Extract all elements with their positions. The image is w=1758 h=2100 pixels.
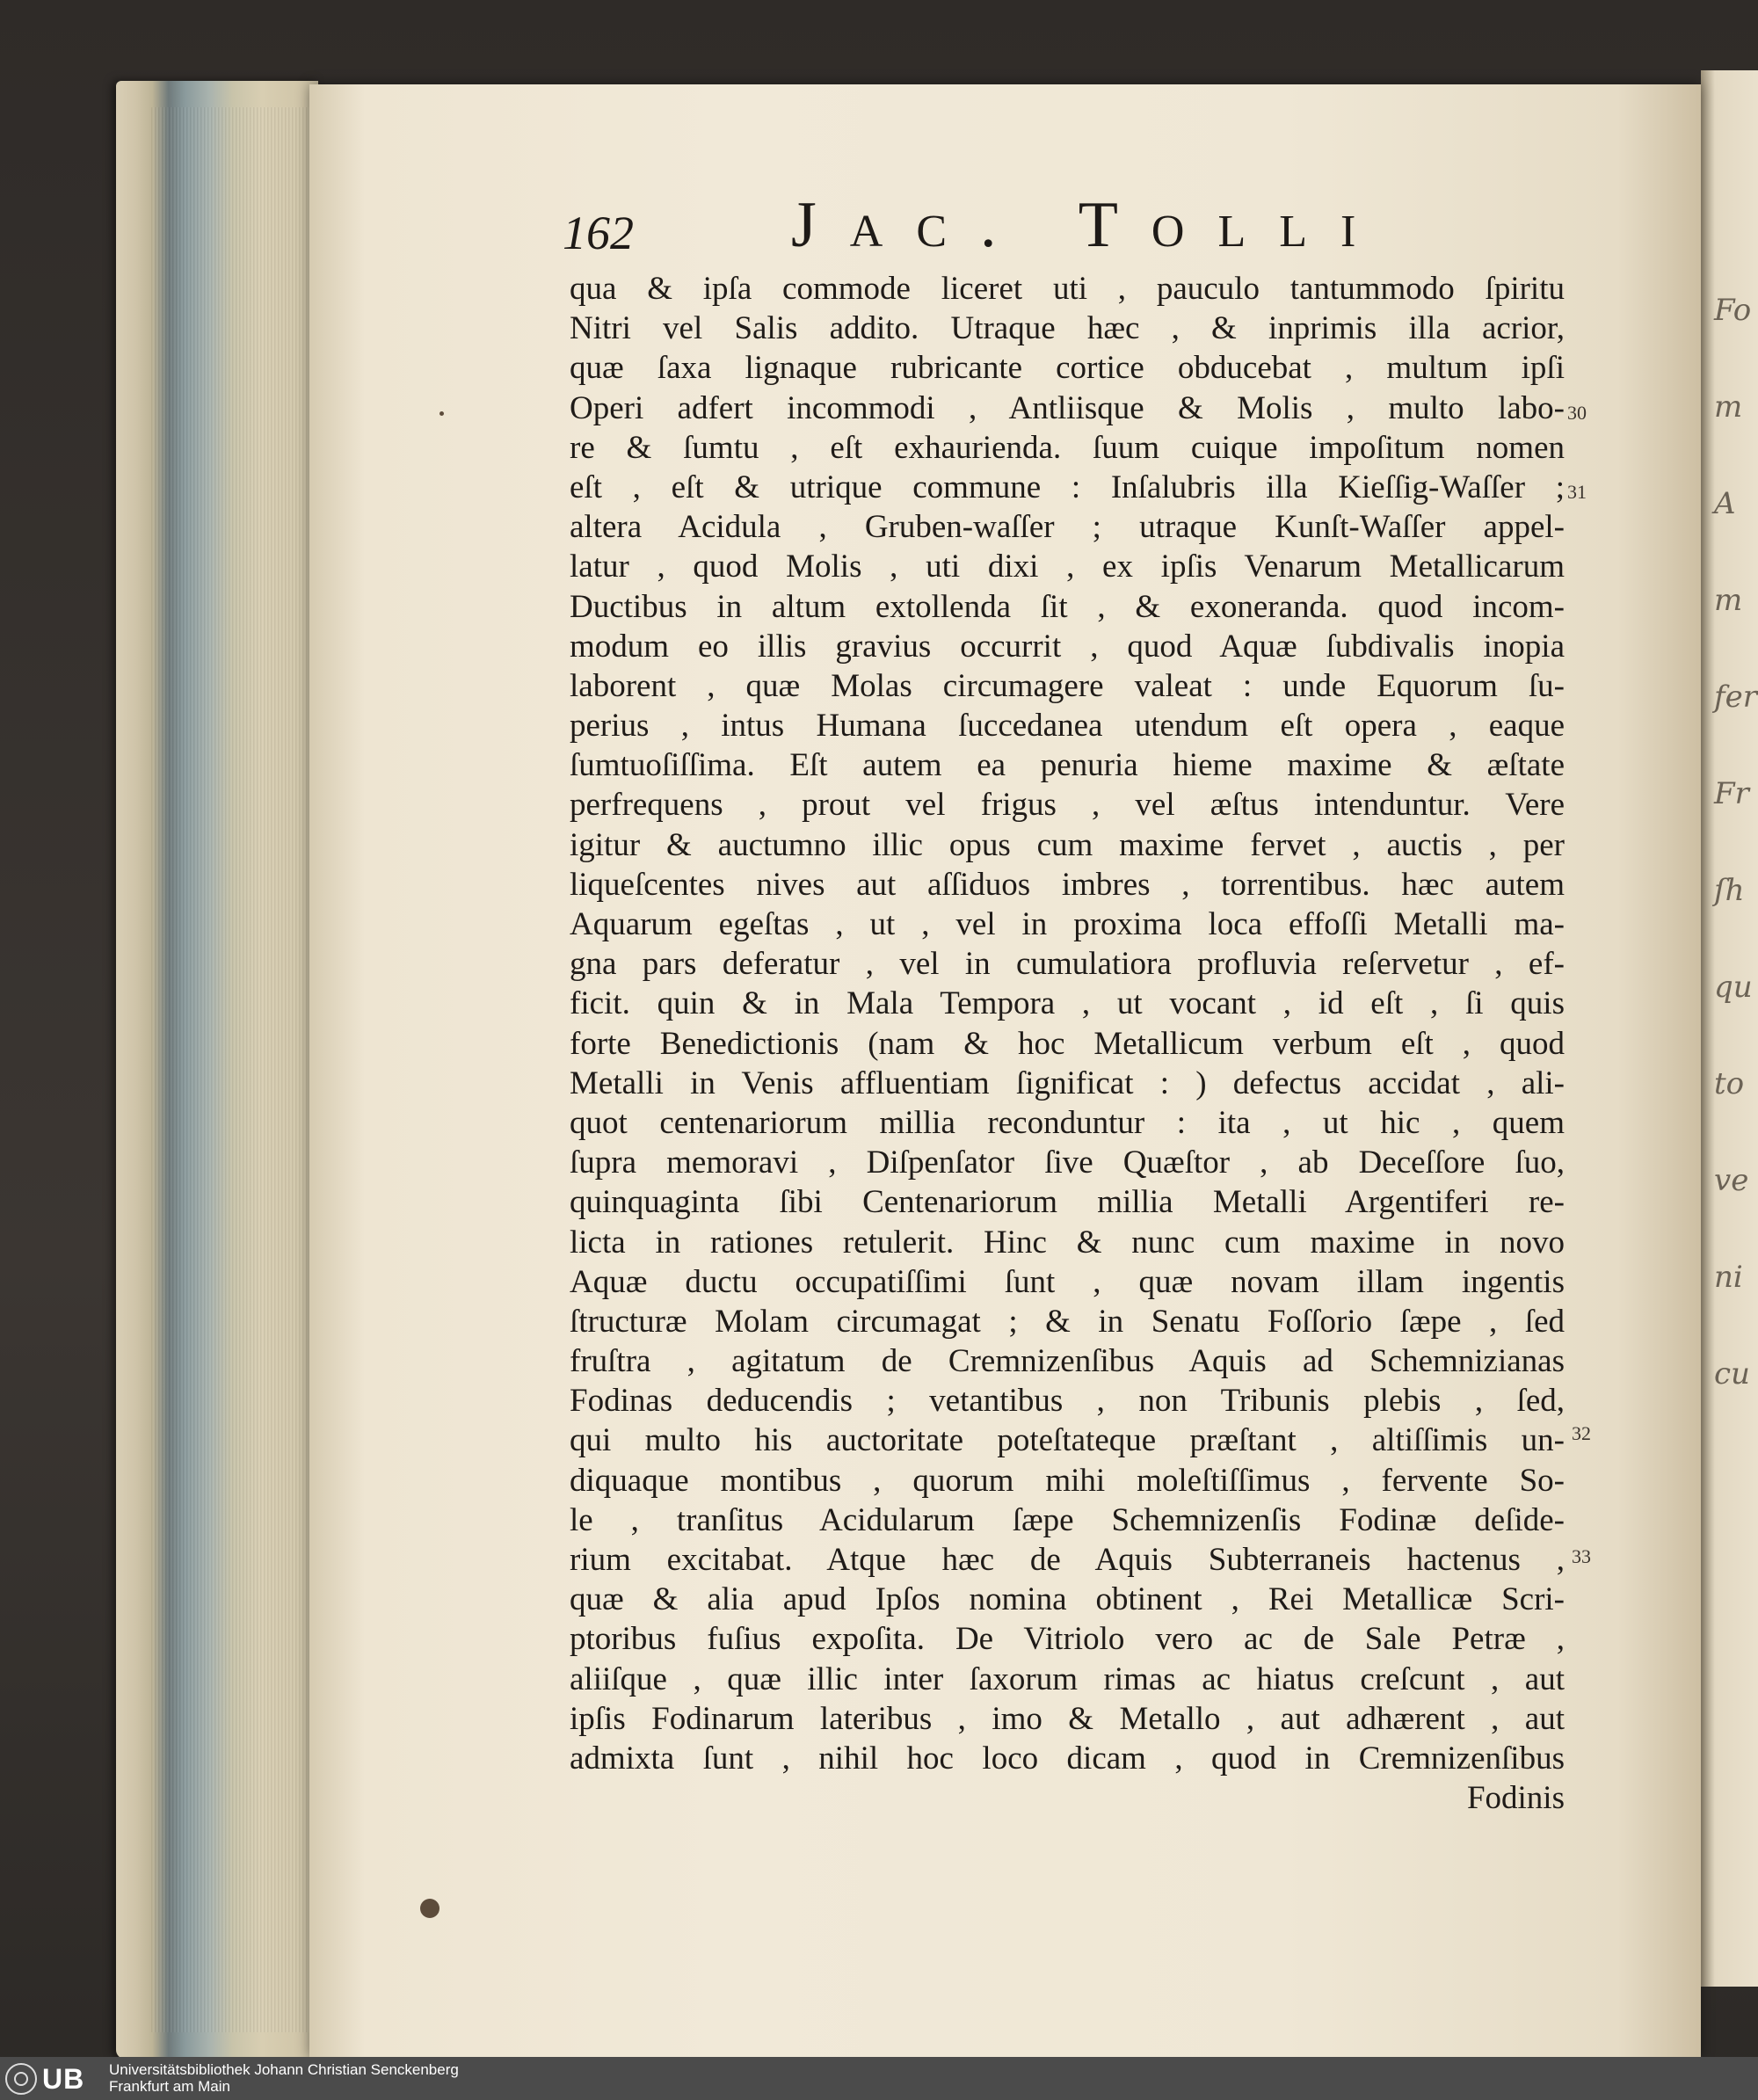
margin-line-number: 31 bbox=[1567, 481, 1587, 503]
text-line: Aquæ ductu occupatiſſimi ſunt , quæ novam illam ingentis bbox=[570, 1263, 1565, 1300]
margin-line-number: 33 bbox=[1572, 1545, 1591, 1567]
footer-bar bbox=[0, 2057, 1758, 2100]
text-line: rium excitabat. Atque hæc de Aquis Subterraneis hactenus , bbox=[570, 1542, 1565, 1578]
text-line: qui multo his auctoritate poteſtateque præſtant , altiſſimis un- bbox=[570, 1422, 1565, 1459]
facing-page-fragments bbox=[1714, 290, 1758, 1450]
text-line: altera Acidula , Gruben-waſſer ; utraque Kunſt-Waſſer appel- bbox=[570, 509, 1565, 546]
text-line: licta in rationes retulerit. Hinc & nunc cum maxime in novo bbox=[570, 1224, 1565, 1261]
text-line: Operi adfert incommodi , Antliisque & Molis , multo labo- bbox=[570, 389, 1565, 426]
text-line: quot centenariorum millia reconduntur : ita , ut hic , quem bbox=[570, 1104, 1565, 1141]
text-line: ſupra memoravi , Diſpenſator ſive Quæſtor , ab Deceſſore ſuo, bbox=[570, 1144, 1565, 1181]
facing-page-fragment: Fo bbox=[1714, 293, 1752, 328]
library-logo bbox=[5, 2061, 90, 2096]
text-line: ſumtuoſiſſima. Eſt autem ea penuria hieme maxime & æſtate bbox=[570, 747, 1565, 784]
library-credit bbox=[109, 2061, 459, 2095]
facing-page-fragment: ni bbox=[1714, 1260, 1743, 1295]
margin-line-number: 30 bbox=[1567, 402, 1587, 424]
text-line: perfrequens , prout vel frigus , vel æſtus intenduntur. Vere bbox=[570, 787, 1565, 824]
text-line: ficit. quin & in Mala Tempora , ut vocant , id eſt , ſi quis bbox=[570, 985, 1565, 1022]
paper-stain bbox=[440, 411, 444, 416]
text-line: forte Benedictionis (nam & hoc Metallicum verbum eſt , quod bbox=[570, 1025, 1565, 1062]
text-line: qua & ipſa commode liceret uti , pauculo tantummodo ſpiritu bbox=[570, 271, 1565, 307]
text-line: le , tranſitus Acidularum ſæpe Schemnizenſis Fodinæ deſide- bbox=[570, 1501, 1565, 1538]
text-line: ſtructuræ Molam circumagat ; & in Senatu Foſſorio ſæpe , ſed bbox=[570, 1303, 1565, 1340]
library-city: Frankfurt am Main bbox=[109, 2078, 230, 2095]
text-line: laborent , quæ Molas circumagere valeat : unde Equorum ſu- bbox=[570, 667, 1565, 704]
page-number: 162 bbox=[563, 207, 634, 259]
text-line: quæ & alia apud Ipſos nomina obtinent , Rei Metallicæ Scri- bbox=[570, 1581, 1565, 1618]
facing-page-fragment: ve bbox=[1714, 1163, 1749, 1198]
text-line: Nitri vel Salis addito. Utraque hæc , & inprimis illa acrior, bbox=[570, 310, 1565, 347]
text-line: modum eo illis gravius occurrit , quod Aquæ ſubdivalis inopia bbox=[570, 628, 1565, 665]
text-line: fruſtra , agitatum de Cremnizenſibus Aquis ad Schemnizianas bbox=[570, 1343, 1565, 1380]
facing-page-fragment: m bbox=[1714, 583, 1743, 618]
facing-page-fragment: to bbox=[1714, 1066, 1745, 1101]
text-line: quinquaginta ſibi Centenariorum millia Metalli Argentiferi re- bbox=[570, 1184, 1565, 1221]
text-line: Fodinas deducendis ; vetantibus , non Tribunis plebis , ſed, bbox=[570, 1383, 1565, 1420]
facing-page-fragment: cu bbox=[1714, 1356, 1750, 1392]
facing-page-fragment: ſh bbox=[1714, 873, 1745, 908]
text-line: eſt , eſt & utrique commune : Inſalubris illa Kieſſig-Waſſer ; bbox=[570, 469, 1565, 505]
text-line: igitur & auctumno illic opus cum maxime fervet , auctis , per bbox=[570, 826, 1565, 863]
text-line: diquaque montibus , quorum mihi moleſtiſſimus , fervente So- bbox=[570, 1462, 1565, 1499]
paper-stain bbox=[420, 1899, 440, 1918]
facing-page-fragment: Fr bbox=[1714, 776, 1749, 811]
seal-icon bbox=[5, 2063, 37, 2095]
logo-letters: UB bbox=[42, 2062, 85, 2095]
margin-line-number: 32 bbox=[1572, 1422, 1591, 1444]
text-line: admixta ſunt , nihil hoc loco dicam , quod in Cremnizenſibus bbox=[570, 1740, 1565, 1777]
body-text bbox=[570, 269, 1565, 1818]
text-line: Aquarum egeſtas , ut , vel in proxima loca effoſſi Metalli ma- bbox=[570, 906, 1565, 942]
text-line: ipſis Fodinarum lateribus , imo & Metallo , aut adhærent , aut bbox=[570, 1700, 1565, 1737]
running-title: Jac. Tolli bbox=[791, 189, 1390, 261]
text-line: Fodinis bbox=[1466, 1780, 1565, 1817]
text-line: Ductibus in altum extollenda ſit , & exoneranda. quod incom- bbox=[570, 588, 1565, 625]
text-line: gna pars deferatur , vel in cumulatiora profluvia reſervetur , ef- bbox=[570, 946, 1565, 983]
library-name: Universitätsbibliothek Johann Christian Senckenberg bbox=[109, 2061, 459, 2078]
facing-page-fragment: m bbox=[1714, 389, 1743, 425]
text-line: ptoribus fuſius expoſita. De Vitriolo vero ac de Sale Petræ , bbox=[570, 1621, 1565, 1658]
text-line: quæ ſaxa lignaque rubricante cortice obducebat , multum ipſi bbox=[570, 350, 1565, 387]
text-line: liqueſcentes nives aut aſſiduos imbres , torrentibus. hæc autem bbox=[570, 866, 1565, 903]
text-line: aliiſque , quæ illic inter ſaxorum rimas ac hiatus creſcunt , aut bbox=[570, 1660, 1565, 1697]
text-line: re & ſumtu , eſt exhaurienda. ſuum cuique impoſitum nomen bbox=[570, 429, 1565, 466]
book-page-edges bbox=[116, 81, 318, 2059]
facing-page-fragment: fer bbox=[1714, 679, 1757, 715]
text-line: latur , quod Molis , uti dixi , ex ipſis Venarum Metallicarum bbox=[570, 549, 1565, 585]
facing-page-fragment: qu bbox=[1714, 970, 1753, 1005]
facing-page-fragment: A bbox=[1714, 486, 1736, 521]
text-line: Metalli in Venis affluentiam ſignificat : ) defectus accidat , ali- bbox=[570, 1065, 1565, 1101]
text-line: perius , intus Humana ſuccedanea utendum eſt opera , eaque bbox=[570, 708, 1565, 745]
page-header bbox=[563, 188, 1600, 267]
